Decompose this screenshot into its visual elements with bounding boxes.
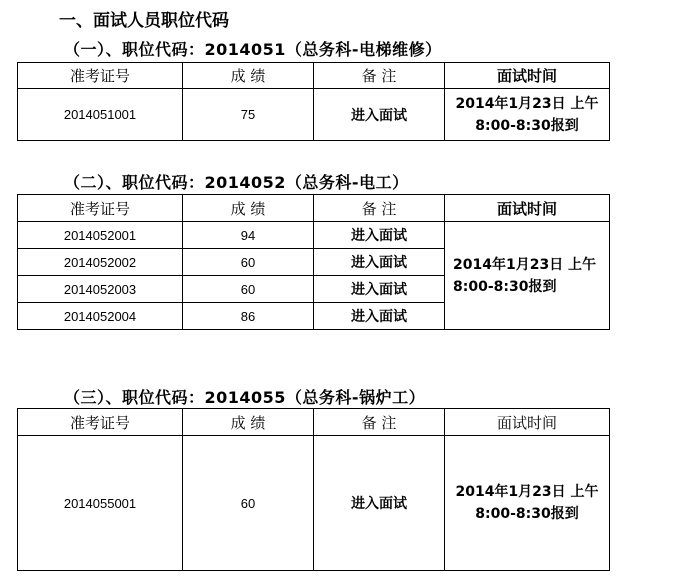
interview-time: 2014年1月23日 上午8:00-8:30报到: [445, 89, 610, 141]
candidate-id: 2014052004: [18, 303, 183, 330]
note: 进入面试: [314, 249, 445, 276]
header-time: 面试时间: [445, 195, 610, 222]
header-time: 面试时间: [445, 63, 610, 89]
candidate-id: 2014051001: [18, 89, 183, 141]
section-2-table: [17, 194, 610, 330]
document-title: 一、面试人员职位代码: [59, 11, 229, 31]
score: 94: [183, 222, 314, 249]
interview-time: 2014年1月23日 上午8:00-8:30报到: [445, 436, 610, 571]
candidate-id: 2014055001: [18, 436, 183, 571]
section-3-heading: （三）、职位代码：2014055（总务科-锅炉工）: [64, 388, 426, 407]
header-id: 准考证号: [18, 409, 183, 436]
score: 60: [183, 276, 314, 303]
score: 86: [183, 303, 314, 330]
section-1-table: [17, 62, 610, 141]
header-time: 面试时间: [445, 409, 610, 436]
section-1-heading: （一）、职位代码：2014051（总务科-电梯维修）: [64, 40, 442, 59]
table-row: [18, 89, 610, 141]
table-row: [18, 222, 610, 249]
score: 60: [183, 436, 314, 571]
table-row: [18, 436, 610, 571]
note: 进入面试: [314, 436, 445, 571]
note: 进入面试: [314, 303, 445, 330]
header-note: 备 注: [314, 409, 445, 436]
header-id: 准考证号: [18, 63, 183, 89]
candidate-id: 2014052001: [18, 222, 183, 249]
header-id: 准考证号: [18, 195, 183, 222]
candidate-id: 2014052002: [18, 249, 183, 276]
section-3-table: [17, 408, 610, 571]
score: 75: [183, 89, 314, 141]
candidate-id: 2014052003: [18, 276, 183, 303]
header-note: 备 注: [314, 63, 445, 89]
header-score: 成 绩: [183, 195, 314, 222]
note: 进入面试: [314, 89, 445, 141]
note: 进入面试: [314, 222, 445, 249]
section-2-heading: （二）、职位代码：2014052（总务科-电工）: [64, 173, 409, 192]
header-note: 备 注: [314, 195, 445, 222]
header-score: 成 绩: [183, 63, 314, 89]
score: 60: [183, 249, 314, 276]
interview-time: 2014年1月23日 上午8:00-8:30报到: [445, 222, 610, 330]
note: 进入面试: [314, 276, 445, 303]
header-score: 成 绩: [183, 409, 314, 436]
